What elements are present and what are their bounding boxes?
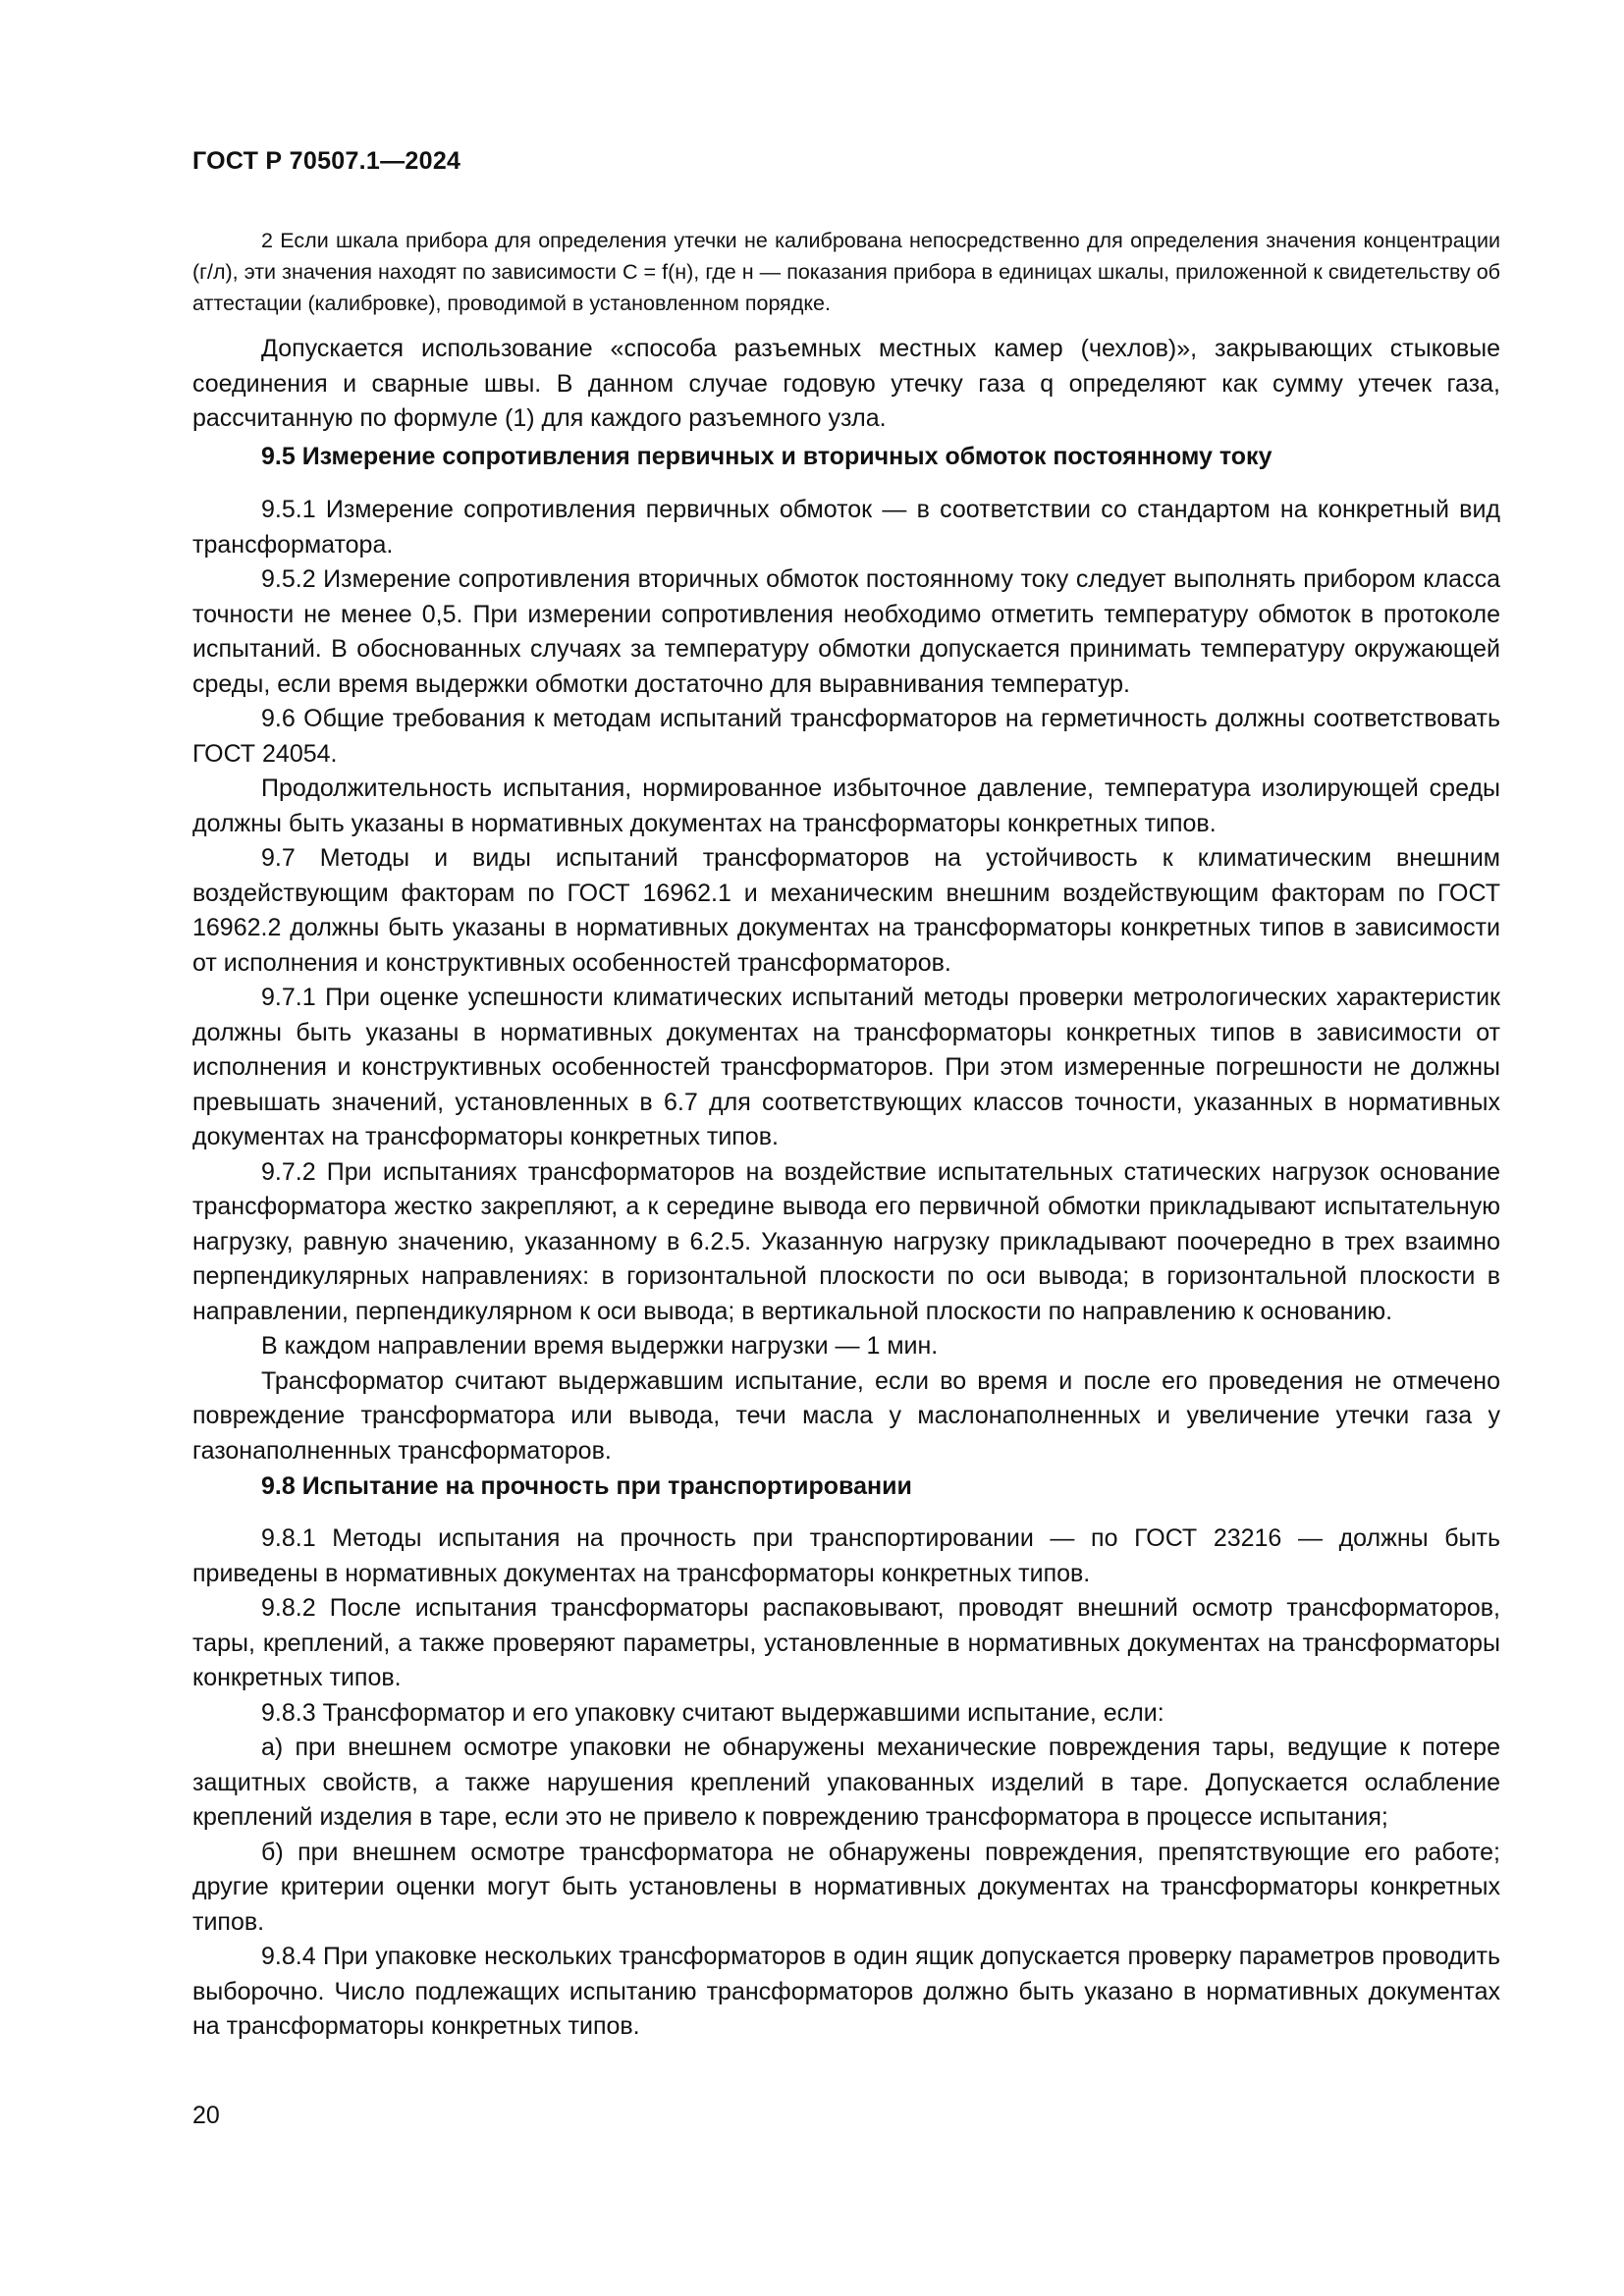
paragraph-9-7: 9.7 Методы и виды испытаний трансформаторов на устойчивость к климатическим внешним воздействующим факторам по ГОСТ 16962.1 и механическим внешним воздействующим факторам по ГОСТ 16962.2 должны быть указаны в нормативных документах на трансформаторы конкретных типов в зависимости от исполнения и конструктивных особенностей трансформаторов. [192,844,1500,977]
paragraph-hold-time: В каждом направлении время выдержки нагрузки — 1 мин. [261,1332,939,1360]
paragraph-9-7-1: 9.7.1 При оценке успешности климатических испытаний методы проверки метрологических характеристик должны быть указаны в нормативных документах на трансформаторы конкретных типов в зависимости от исполнения и конструктивных особенностей трансформаторов. При этом измеренные погрешности не должны превышать значений, установленных в 6.7 для соответствующих классов точности, указанных в нормативных документах на трансформаторы конкретных типов. [192,984,1500,1150]
paragraph-block-3 [192,1522,1500,2045]
paragraph-9-5-2: 9.5.2 Измерение сопротивления вторичных обмоток постоянному току следует выполнять прибором класса точности не менее 0,5. При измерении сопротивления необходимо отметить температуру обмоток в протоколе испытаний. В обоснованных случаях за температуру обмотки допускается принимать температуру окружающей среды, если время выдержки обмотки достаточно для выравнивания температур. [192,565,1500,698]
page-number: 20 [192,2102,220,2129]
paragraph-block-1 [192,332,1500,437]
paragraph-9-8-4: 9.8.4 При упаковке нескольких трансформаторов в один ящик допускается проверку параметров проводить выборочно. Число подлежащих испытанию трансформаторов должно быть указано в нормативных документах на трансформаторы конкретных типов. [192,1943,1500,2040]
section-heading-9-8: 9.8 Испытание на прочность при транспортировании [261,1472,912,1500]
list-item-b: б) при внешнем осмотре трансформатора не обнаружены повреждения, препятствующие его работе; другие критерии оценки могут быть установлены в нормативных документах на трансформаторы конкретных типов. [192,1838,1500,1936]
list-item-a: а) при внешнем осмотре упаковки не обнаружены механические повреждения тары, ведущие к потере защитных свойств, а также нарушения креплений упакованных изделий в таре. Допускается ослабление креплений изделия в таре, если это не привело к повреждению трансформатора в процессе испытания; [192,1734,1500,1831]
paragraph-9-8-1: 9.8.1 Методы испытания на прочность при транспортировании — по ГОСТ 23216 — должны быть приведены в нормативных документах на трансформаторы конкретных типов. [192,1524,1500,1587]
paragraph-9-5-1: 9.5.1 Измерение сопротивления первичных обмоток — в соответствии со стандартом на конкретный вид трансформатора. [192,496,1500,559]
note-text: 2 Если шкала прибора для определения утечки не калибрована непосредственно для определения значения концентрации (г/л), эти значения находят по зависимости C = f(н), где н — показания прибора в единицах шкалы, приложенной к свидетельству об аттестации (калибровке), проводимой в установленном порядке. [192,229,1500,315]
paragraph-pass-criteria: Трансформатор считают выдержавшим испытание, если во время и после его проведения не отмечено повреждение трансформатора или вывода, течи масла у маслонаполненных и увеличение утечки газа у газонаполненных трансформаторов. [192,1366,1500,1465]
paragraph-block-2 [192,493,1500,1468]
section-heading-9-5: 9.5 Измерение сопротивления первичных и вторичных обмоток постоянному току [261,443,1272,470]
document-header: ГОСТ Р 70507.1—2024 [192,147,461,175]
paragraph-9-6: 9.6 Общие требования к методам испытаний трансформаторов на герметичность должны соответствовать ГОСТ 24054. [192,705,1500,768]
paragraph-9-7-2: 9.7.2 При испытаниях трансформаторов на воздействие испытательных статических нагрузок основание трансформатора жестко закрепляют, а к середине вывода его первичной обмотки прикладывают испытательную нагрузку, равную значению, указанному в 6.2.5. Указанную нагрузку прикладывают поочередно в трех взаимно перпендикулярных направлениях: в горизонтальной плоскости по оси вывода; в горизонтальной плоскости в направлении, перпендикулярном к оси вывода; в вертикальной плоскости по направлению к основанию. [192,1157,1500,1325]
note-2 [192,225,1500,319]
paragraph-9-6-duration: Продолжительность испытания, нормированное избыточное давление, температура изолирующей среды должны быть указаны в нормативных документах на трансформаторы конкретных типов. [192,774,1500,837]
paragraph-9-8-3: 9.8.3 Трансформатор и его упаковку считают выдержавшими испытание, если: [261,1698,1164,1727]
paragraph-9-8-2: 9.8.2 После испытания трансформаторы распаковывают, проводят внешний осмотр трансформаторов, тары, креплений, а также проверяют параметры, установленные в нормативных документах на трансформаторы конкретных типов. [192,1594,1500,1691]
paragraph: Допускается использование «способа разъемных местных камер (чехлов)», закрывающих стыковые соединения и сварные швы. В данном случае годовую утечку газа q определяют как сумму утечек газа, рассчитанную по формуле (1) для каждого разъемного узла. [192,335,1500,432]
